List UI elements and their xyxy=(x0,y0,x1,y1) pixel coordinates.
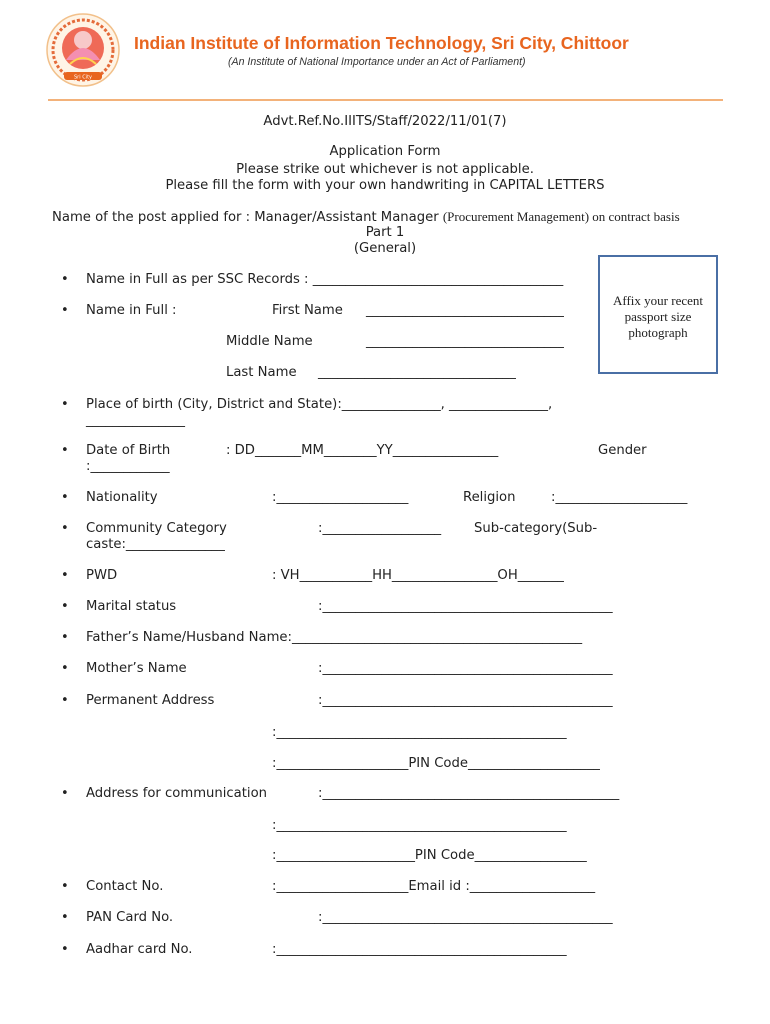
permanent-pin-field[interactable]: ____________________ xyxy=(468,756,600,771)
part-subtitle: (General) xyxy=(353,241,417,256)
instruction-strike: Please strike out whichever is not applicable. xyxy=(236,162,534,177)
form-title: Application Form xyxy=(329,144,441,159)
dob-field[interactable]: : DD_______MM________YY________________ xyxy=(226,443,499,458)
pan-field[interactable]: :____________________________________________ xyxy=(318,910,613,925)
last-name-label: Last Name xyxy=(226,365,297,380)
bullet-icon: • xyxy=(61,910,69,925)
aadhar-field[interactable]: :____________________________________________ xyxy=(272,942,567,957)
mother-field[interactable]: :____________________________________________ xyxy=(318,661,613,676)
bullet-icon: • xyxy=(61,786,69,801)
marital-field[interactable]: :____________________________________________ xyxy=(318,599,613,614)
post-label: Name of the post applied for : Manager/Assistant Manager xyxy=(52,210,439,225)
gender-field[interactable]: :____________ xyxy=(86,459,170,474)
permanent-address-label: Permanent Address xyxy=(86,693,215,708)
pwd-field[interactable]: : VH___________HH________________OH_______ xyxy=(272,568,564,583)
ssc-name-field[interactable]: Name in Full as per SSC Records : ______________________________________ xyxy=(86,272,564,287)
nationality-label: Nationality xyxy=(86,490,158,505)
bullet-icon: • xyxy=(61,303,69,318)
permanent-address-line2[interactable]: :____________________________________________ xyxy=(272,725,567,740)
post-detail: (Procurement Management) on contract basis xyxy=(442,209,680,224)
bullet-icon: • xyxy=(61,397,69,412)
permanent-address-line3[interactable] xyxy=(272,756,600,771)
contact-row[interactable] xyxy=(272,879,595,894)
communication-address-line3-blank[interactable]: :_____________________ xyxy=(272,848,415,863)
community-field[interactable]: :__________________ xyxy=(318,521,442,536)
aadhar-label: Aadhar card No. xyxy=(86,942,193,957)
bullet-icon: • xyxy=(61,521,69,536)
community-label: Community Category xyxy=(86,521,227,536)
religion-label: Religion xyxy=(463,490,516,505)
marital-label: Marital status xyxy=(86,599,177,614)
bullet-icon: • xyxy=(61,942,69,957)
photo-instruction: Affix your recent passport size photograph xyxy=(612,293,703,340)
contact-field[interactable]: :____________________ xyxy=(272,879,409,894)
place-of-birth-field[interactable]: Place of birth (City, District and State):_______________, _______________, xyxy=(86,397,553,412)
bullet-icon: • xyxy=(61,599,69,614)
religion-field[interactable]: :____________________ xyxy=(551,490,688,505)
communication-pin-label: PIN Code xyxy=(414,848,475,863)
instruction-capitals: Please fill the form with your own handwriting in CAPITAL LETTERS xyxy=(165,178,605,193)
institute-name: Indian Institute of Information Technology, Sri City, Chittoor xyxy=(134,33,629,53)
logo-text: Sri City xyxy=(73,74,93,81)
pwd-label: PWD xyxy=(86,568,118,583)
institute-subtitle: (An Institute of National Importance under an Act of Parliament) xyxy=(228,56,526,68)
post-applied xyxy=(52,209,680,225)
bullet-icon: • xyxy=(61,879,69,894)
communication-address-field[interactable]: :_____________________________________________ xyxy=(318,786,620,801)
bullet-icon: • xyxy=(61,630,69,645)
bullet-icon: • xyxy=(61,443,69,458)
communication-pin-field[interactable]: _________________ xyxy=(474,848,587,863)
bullet-icon: • xyxy=(61,661,69,676)
mother-label: Mother’s Name xyxy=(86,661,187,676)
header-divider xyxy=(48,99,723,101)
communication-address-line2[interactable]: :____________________________________________ xyxy=(272,818,567,833)
bullet-icon: • xyxy=(61,490,69,505)
communication-address-line3[interactable] xyxy=(272,848,587,863)
communication-address-label: Address for communication xyxy=(86,786,268,801)
last-name-field[interactable]: ______________________________ xyxy=(318,365,516,380)
advt-ref: Advt.Ref.No.IIITS/Staff/2022/11/01(7) xyxy=(263,114,507,129)
bullet-icon: • xyxy=(61,272,69,287)
institute-logo xyxy=(42,12,124,92)
first-name-label: First Name xyxy=(272,303,343,318)
contact-label: Contact No. xyxy=(86,879,164,894)
part-number: Part 1 xyxy=(365,225,405,240)
pan-label: PAN Card No. xyxy=(86,910,174,925)
nationality-field[interactable]: :____________________ xyxy=(272,490,409,505)
email-label: Email id : xyxy=(408,879,470,894)
caste-field[interactable]: caste:_______________ xyxy=(86,537,225,552)
place-of-birth-continued[interactable]: _______________ xyxy=(86,413,185,428)
bullet-icon: • xyxy=(61,568,69,583)
subcategory-label: Sub-category(Sub- xyxy=(474,521,598,536)
middle-name-field[interactable]: ______________________________ xyxy=(366,334,564,349)
email-field[interactable]: ___________________ xyxy=(469,879,596,894)
gender-label: Gender xyxy=(598,443,647,458)
permanent-address-field[interactable]: :____________________________________________ xyxy=(318,693,613,708)
middle-name-label: Middle Name xyxy=(226,334,313,349)
dob-label: Date of Birth xyxy=(86,443,171,458)
permanent-address-line3-blank[interactable]: :____________________ xyxy=(272,756,409,771)
father-name-field[interactable]: Father’s Name/Husband Name:____________________________________________ xyxy=(86,630,583,645)
photo-box xyxy=(598,255,718,374)
bullet-icon: • xyxy=(61,693,69,708)
first-name-field[interactable]: ______________________________ xyxy=(366,303,564,318)
permanent-pin-label: PIN Code xyxy=(408,756,468,771)
name-full-label: Name in Full : xyxy=(86,303,177,318)
